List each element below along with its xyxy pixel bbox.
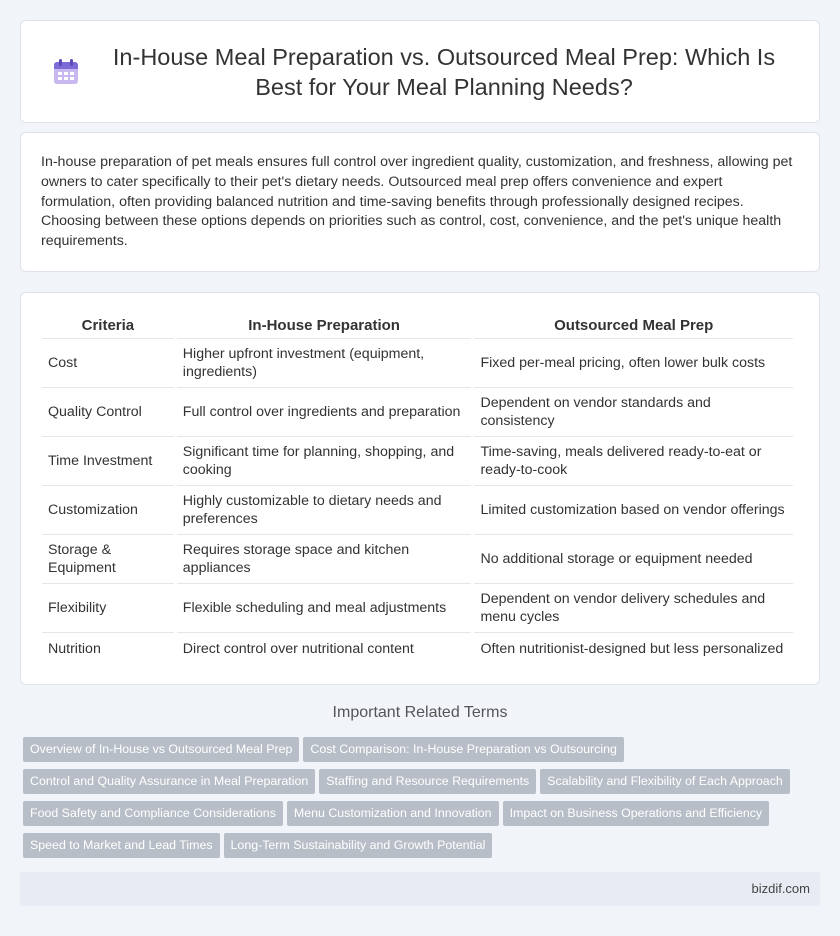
- outsourced-cell: Dependent on vendor delivery schedules and menu cycles: [474, 584, 793, 633]
- criteria-cell: Flexibility: [42, 584, 174, 633]
- table-row: [42, 486, 793, 535]
- page-title: In-House Meal Preparation vs. Outsourced Meal Prep: Which Is Best for Your Meal Planning Needs?: [112, 43, 776, 100]
- related-term-tag[interactable]: Cost Comparison: In-House Preparation vs Outsourcing: [303, 737, 623, 762]
- outsourced-cell: Dependent on vendor standards and consistency: [474, 388, 793, 437]
- table-row: [42, 388, 793, 437]
- table-row: [42, 633, 793, 665]
- in-house-cell: Full control over ingredients and preparation: [177, 388, 472, 437]
- related-term-tag[interactable]: Staffing and Resource Requirements: [319, 769, 536, 794]
- calendar-icon: [51, 57, 81, 87]
- related-term-tag[interactable]: Speed to Market and Lead Times: [23, 833, 220, 858]
- criteria-cell: Time Investment: [42, 437, 174, 486]
- related-term-tag[interactable]: Food Safety and Compliance Considerations: [23, 801, 283, 826]
- header-in-house: In-House Preparation: [177, 309, 472, 339]
- comparison-table: [39, 309, 796, 665]
- table-row: [42, 584, 793, 633]
- criteria-cell: Cost: [42, 339, 174, 388]
- footer-site-link[interactable]: bizdif.com: [751, 881, 810, 896]
- outsourced-cell: No additional storage or equipment needed: [474, 535, 793, 584]
- related-term-tag[interactable]: Control and Quality Assurance in Meal Preparation: [23, 769, 315, 794]
- criteria-cell: Storage & Equipment: [42, 535, 174, 584]
- outsourced-cell: Often nutritionist-designed but less personalized: [480, 641, 784, 657]
- header-card: [20, 20, 820, 123]
- table-header-row: [42, 309, 793, 339]
- header-outsourced: Outsourced Meal Prep: [474, 309, 793, 339]
- related-terms-list: [23, 737, 823, 865]
- outsourced-cell: Time-saving, meals delivered ready-to-eat or ready-to-cook: [474, 437, 793, 486]
- criteria-cell: Customization: [42, 486, 174, 535]
- table-row: [42, 437, 793, 486]
- table-row: [42, 339, 793, 388]
- criteria-cell: Quality Control: [42, 388, 174, 437]
- in-house-cell: Direct control over nutritional content: [182, 641, 414, 657]
- related-term-tag[interactable]: Long-Term Sustainability and Growth Potential: [224, 833, 493, 858]
- in-house-cell: Significant time for planning, shopping, and cooking: [177, 437, 472, 486]
- intro-card: [20, 132, 820, 272]
- related-terms-title: Important Related Terms: [332, 704, 508, 721]
- related-term-tag[interactable]: Menu Customization and Innovation: [287, 801, 499, 826]
- outsourced-cell: Fixed per-meal pricing, often lower bulk costs: [474, 339, 793, 388]
- intro-text: In-house preparation of pet meals ensures full control over ingredient quality, customization, and freshness, allowing pet owners to cater specifically to their pet's dietary needs. Outsourced meal prep offers convenience and expert formulation, often providing balanced nutrition and time-saving benefits through professionally designed recipes. Choosing between these options depends on priorities such as control, cost, convenience, and the pet's unique health requirements.: [41, 154, 793, 250]
- table-row: [42, 535, 793, 584]
- related-term-tag[interactable]: Impact on Business Operations and Efficiency: [503, 801, 770, 826]
- footer: [20, 872, 820, 906]
- comparison-table-card: [20, 292, 820, 685]
- in-house-cell: Highly customizable to dietary needs and preferences: [177, 486, 472, 535]
- in-house-cell: Requires storage space and kitchen appliances: [177, 535, 472, 584]
- in-house-cell: Flexible scheduling and meal adjustments: [177, 584, 472, 633]
- in-house-cell: Higher upfront investment (equipment, ingredients): [177, 339, 472, 388]
- related-term-tag[interactable]: Overview of In-House vs Outsourced Meal Prep: [23, 737, 299, 762]
- related-term-tag[interactable]: Scalability and Flexibility of Each Approach: [540, 769, 790, 794]
- outsourced-cell: Limited customization based on vendor offerings: [474, 486, 793, 535]
- criteria-cell: Nutrition: [48, 641, 101, 657]
- header-criteria: Criteria: [42, 309, 174, 339]
